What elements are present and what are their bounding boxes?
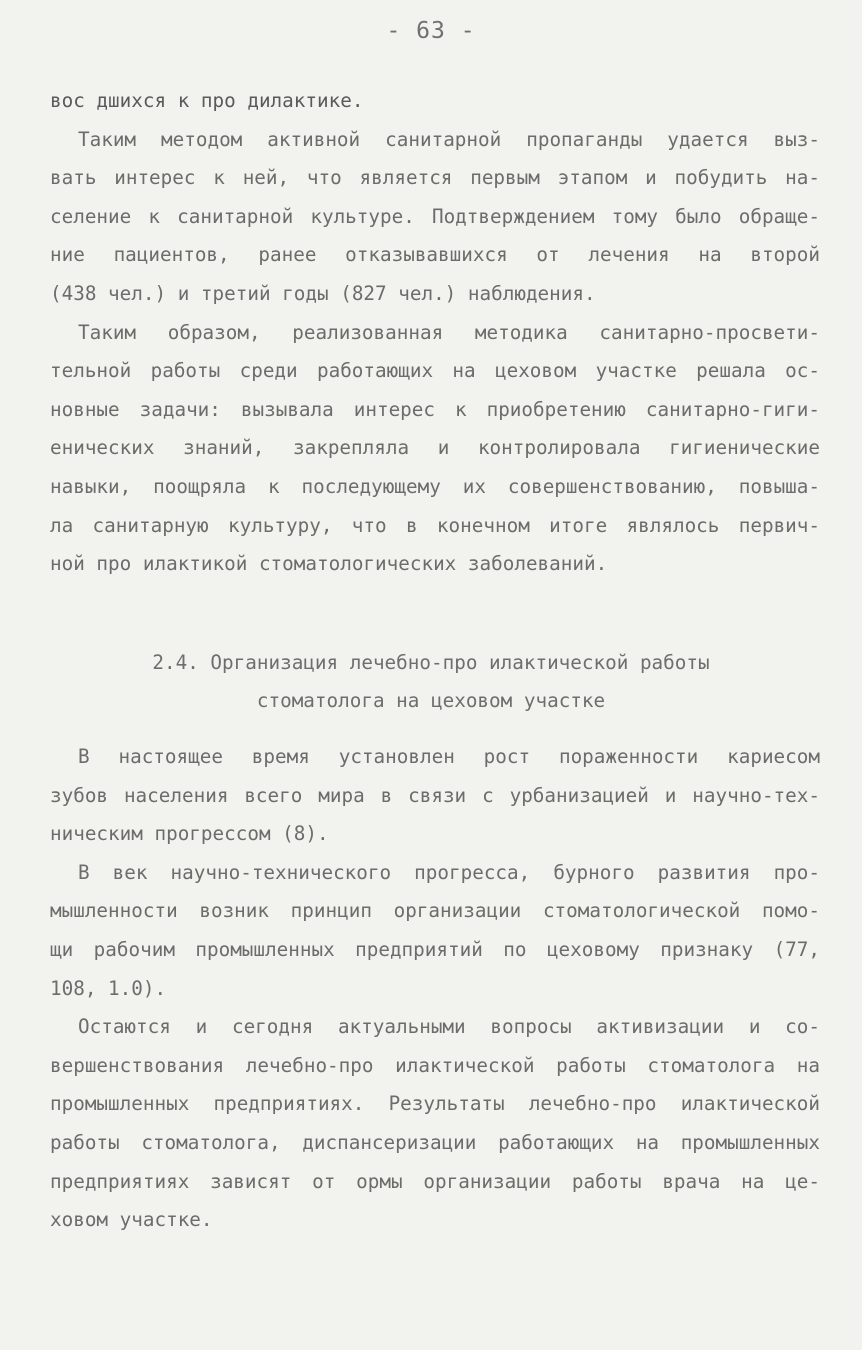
text-line: В век научно-технического прогресса, бурного развития про- [78, 860, 820, 884]
text-line: ной про илактикой стоматологических заболеваний. [50, 552, 608, 576]
text-line: селение к санитарной культуре. Подтверждением тому было обраще- [50, 204, 820, 228]
page-number: - 63 - [386, 18, 476, 44]
section-heading [0, 644, 862, 720]
text-line: (438 чел.) и третий годы (827 чел.) наблюдения. [50, 281, 596, 305]
text-line: Остаются и сегодня актуальными вопросы активизации и со- [78, 1015, 820, 1039]
text-line: мышленности возник принцип организации стоматологической помо- [50, 899, 820, 923]
text-line: ла санитарную культуру, что в конечном итоге являлось первич- [50, 513, 820, 537]
text-line: предприятиях зависят от ормы организации работы врача на це- [50, 1169, 820, 1193]
text-line: Таким методом активной санитарной пропаганды удается выз- [78, 127, 820, 151]
text-line: Таким образом, реализованная методика санитарно-просвети- [78, 320, 820, 344]
text-line: зубов населения всего мира в связи с урбанизацией и научно-тех- [50, 783, 820, 807]
text-line: ническим прогрессом (8). [50, 822, 329, 846]
text-line: навыки, поощряла к последующему их совершенствованию, повыша- [50, 474, 820, 498]
text-line: вать интерес к ней, что является первым этапом и побудить на- [50, 166, 820, 190]
text-line: 108, 1.0). [50, 976, 167, 1000]
text-line: промышленных предприятиях. Результаты лечебно-про илактической [50, 1092, 820, 1116]
paragraph-block-1 [50, 82, 820, 584]
text-line: ховом участке. [50, 1208, 213, 1232]
text-line: работы стоматолога, диспансеризации работающих на промышленных [50, 1130, 820, 1154]
section-heading-line-1: 2.4. Организация лечебно-про илактической работы [152, 651, 710, 674]
text-line: ние пациентов, ранее отказывавшихся от лечения на второй [50, 243, 820, 267]
text-line: вершенствования лечебно-про илактической работы стоматолога на [50, 1053, 820, 1077]
text-line: щи рабочим промышленных предприятий по цеховому признаку (77, [50, 937, 820, 961]
section-heading-line-2: стоматолога на цеховом участке [256, 689, 606, 712]
text-line: В настоящее время установлен рост пораженности кариесом [78, 745, 820, 768]
text-line: енических знаний, закрепляла и контролировала гигиенические [50, 436, 820, 460]
text-line: тельной работы среди работающих на цеховом участке решала ос- [50, 359, 820, 383]
text-line: вос дшихся к про дилактике. [50, 89, 364, 112]
paragraph-block-2 [50, 738, 820, 1240]
text-line: новные задачи: вызывала интерес к приобретению санитарно-гиги- [50, 397, 820, 421]
